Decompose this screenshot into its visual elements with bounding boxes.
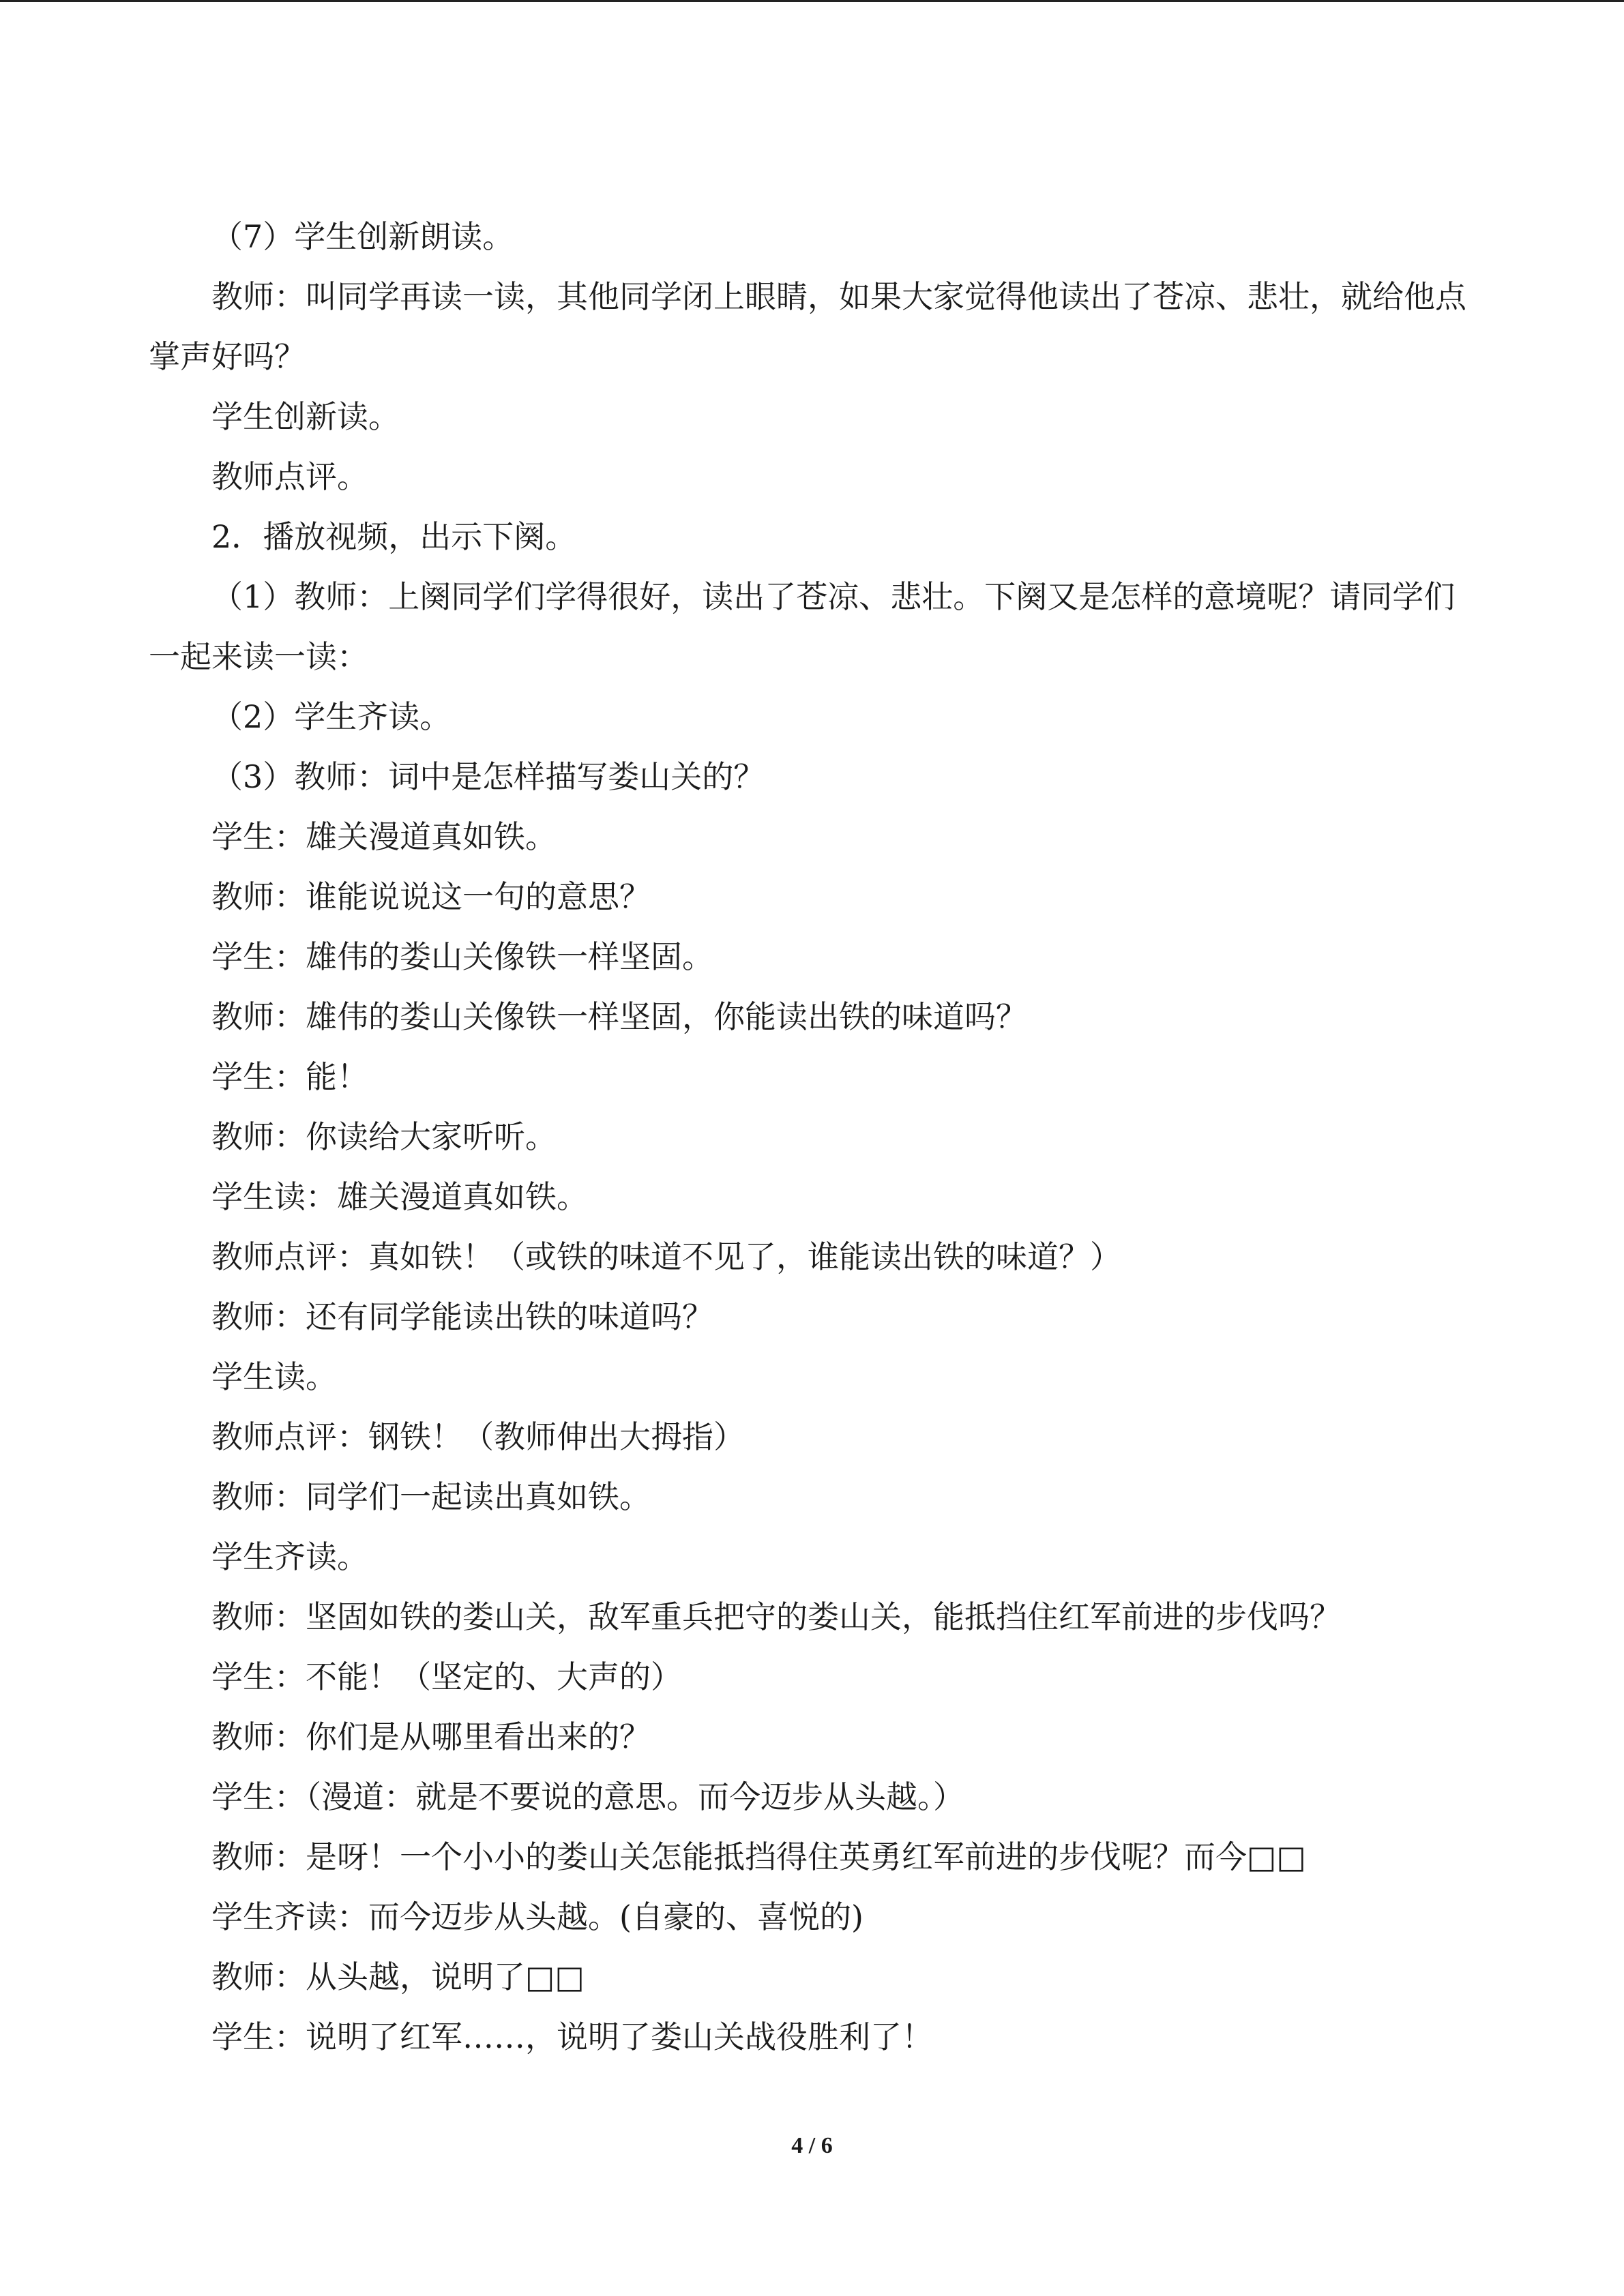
paragraph: 学生：雄伟的娄山关像铁一样坚固。 xyxy=(211,938,713,975)
paragraph: 学生创新读。 xyxy=(211,398,400,435)
paragraph: （1）教师：上阕同学们学得很好，读出了苍凉、悲壮。下阕又是怎样的意境呢？请同学们一起来读一读： xyxy=(149,578,1456,675)
document-body xyxy=(149,207,1486,2067)
paragraph: 教师：还有同学能读出铁的味道吗？ xyxy=(211,1298,713,1335)
paragraph: 学生读：雄关漫道真如铁。 xyxy=(211,1178,588,1215)
page-number: 4 / 6 xyxy=(791,2133,833,2158)
paragraph: 学生读。 xyxy=(211,1358,337,1395)
paragraph: 教师：你们是从哪里看出来的？ xyxy=(211,1718,651,1755)
paragraph: 教师：同学们一起读出真如铁。 xyxy=(211,1478,651,1515)
paragraph: 学生：不能！（坚定的、大声的） xyxy=(211,1658,682,1695)
paragraph: 学生：雄关漫道真如铁。 xyxy=(211,818,557,855)
paragraph: 教师点评：真如铁！（或铁的味道不见了，谁能读出铁的味道？） xyxy=(211,1238,1121,1275)
paragraph: 教师：谁能说说这一句的意思？ xyxy=(211,878,651,915)
paragraph: 学生：说明了红军……，说明了娄山关战役胜利了！ xyxy=(211,2018,933,2055)
paragraph: 学生：能！ xyxy=(211,1058,368,1095)
paragraph: 教师：你读给大家听听。 xyxy=(211,1118,557,1155)
paragraph: 教师：雄伟的娄山关像铁一样坚固，你能读出铁的味道吗？ xyxy=(211,998,1027,1035)
paragraph: （3）教师：词中是怎样描写娄山关的？ xyxy=(211,758,765,795)
paragraph: 教师：坚固如铁的娄山关，敌军重兵把守的娄山关，能抵挡住红军前进的步伐吗？ xyxy=(211,1598,1341,1635)
paragraph: （7）学生创新朗读。 xyxy=(211,218,514,255)
paragraph: 教师：从头越，说明了□□ xyxy=(211,1958,585,1995)
paragraph: （2）学生齐读。 xyxy=(211,698,452,735)
paragraph: 教师点评。 xyxy=(211,458,368,495)
paragraph: 2．播放视频，出示下阕。 xyxy=(211,518,577,555)
paragraph: 教师点评：钢铁！（教师伸出大拇指） xyxy=(211,1418,745,1455)
paragraph: 教师：叫同学再读一读，其他同学闭上眼睛，如果大家觉得他读出了苍凉、悲壮，就给他点掌声好吗？ xyxy=(149,278,1466,375)
paragraph: 学生：（漫道：就是不要说的意思。而今迈步从头越。） xyxy=(211,1778,964,1815)
paragraph: 教师：是呀！一个小小的娄山关怎能抵挡得住英勇红军前进的步伐呢？而今□□ xyxy=(211,1838,1306,1875)
paragraph: 学生齐读：而今迈步从头越。(自豪的、喜悦的) xyxy=(211,1898,863,1935)
paragraph: 学生齐读。 xyxy=(211,1538,368,1575)
